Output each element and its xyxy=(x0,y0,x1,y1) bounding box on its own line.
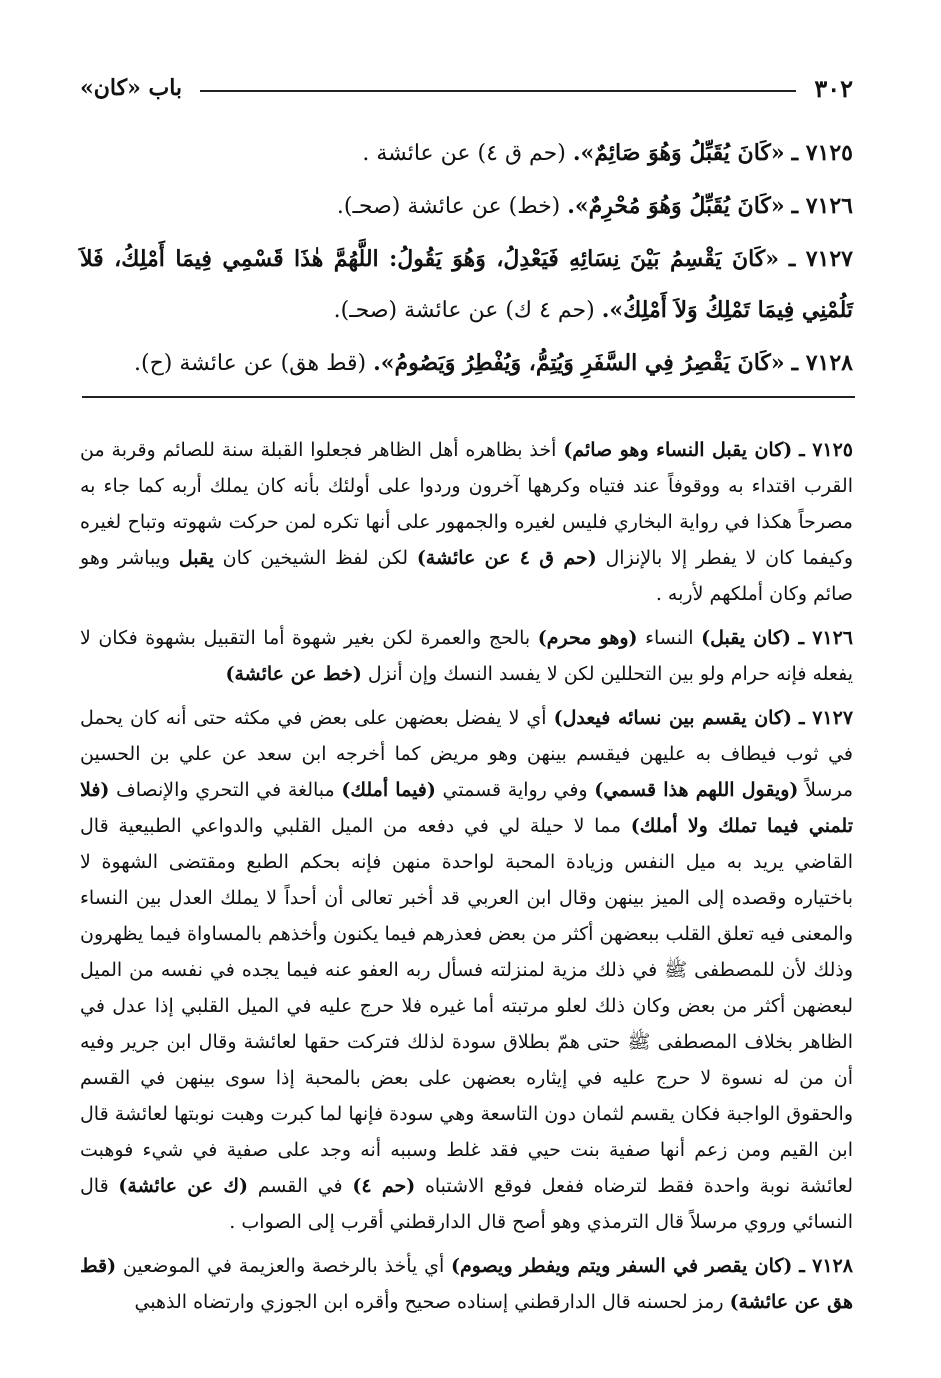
commentary-text: ويباشر وهو صائم وكان أملكهم لأربه . xyxy=(80,547,853,605)
hadith-source: (حم ق ٤) عن عائشة . xyxy=(362,141,566,166)
hadith-number: ٧١٢٧ ـ xyxy=(788,246,853,272)
commentary-lead: (كان يقبل) xyxy=(701,627,791,649)
hadith-source: (قط هق) عن عائشة (ح). xyxy=(134,351,367,376)
commentary-ref: (وهو محرم) xyxy=(537,627,638,649)
hadith-text: «كَانَ يَقْصِرُ فِي السَّفَرِ وَيُتِمُّ، وَيُفْطِرُ وَيَصُومُ». xyxy=(373,350,785,376)
commentary-number: ٧١٢٦ ـ xyxy=(798,627,854,649)
hadith-list xyxy=(80,128,853,391)
commentary-text: لكن لفظ الشيخين كان xyxy=(222,547,409,569)
commentary-paragraph xyxy=(80,620,853,692)
commentary-text: مما لا حيلة لي في دفعه من الميل القلبي والدواعي الطبيعية قال القاضي يريد به ميل النفس وزيادة المحبة لواحدة منهن فإنه بحكم الطبع ومقتضى الشهوة لا باختياره وقصده إلى الميز بينهن وقال ابن العربي قد أخبر تعالى أن أحداً لا يملك العدل بين النساء والمعنى فيه تعلق القلب ببعضهن أكثر من بعض فعذرهم فيما يكنون وأخذهم بالمساواة فيما يظهرون وذلك لأن للمصطفى ﷺ في ذلك مزية لمنزلته فسأل ربه العفو عنه فيما يجده في نفسه من الميل لبعضهن أكثر من بعض وكان ذلك لعلو مرتبته أما غيره فلا حرج عليه في الميل القلبي إذا عدل في الظاهر بخلاف المصطفى ﷺ حتى همّ بطلاق سودة لذلك فتركت حقها لعائشة وقال ابن جرير وفيه أن من له نسوة لا حرج عليه في إيثاره بعضهن على بعض بالمحبة إذا سوى بينهن في القسم والحقوق الواجبة فكان يقسم لثمان دون التاسعة وهي سودة فإنها لما كبرت وهبت نوبتها لعائشة قال ابن القيم ومن زعم أنها صفية بنت حيي فقد غلط وسببه أنه وجد على صفية في شيء فوهبت لعائشة نوبة واحدة فقط لترضاه ففعل فوقع الاشتباه xyxy=(80,815,853,1197)
hadith-source: (خط) عن عائشة (صحـ). xyxy=(336,194,561,219)
hadith-number: ٧١٢٨ ـ xyxy=(791,350,853,376)
hadith-text: «كَانَ يُقَبِّلُ وَهُوَ صَائِمٌ». xyxy=(572,140,785,166)
hadith-text: «كَانَ يُقَبِّلُ وَهُوَ مُحْرِمٌ». xyxy=(567,193,785,219)
commentary-text: أي لا يفضل بعضهن على بعض في مكثه حتى أنه كان يحمل في ثوب فيطاف به عليهن فيقسم بينهن وهو مريض كما أخرجه ابن سعد عن علي بن الحسين مرسلاً xyxy=(80,707,853,801)
commentary-text: أي يأخذ بالرخصة والعزيمة في الموضعين xyxy=(122,1255,445,1277)
header-rule xyxy=(200,90,796,92)
commentary-text: وفي رواية قسمتي xyxy=(442,779,588,801)
commentary-paragraph xyxy=(80,1248,853,1320)
chapter-title: باب «كان» xyxy=(80,75,183,101)
commentary-lead: (كان يقصر في السفر ويتم ويفطر ويصوم) xyxy=(451,1255,793,1277)
commentary-number: ٧١٢٧ ـ xyxy=(799,707,854,729)
commentary-number: ٧١٢٥ ـ xyxy=(799,439,854,461)
hadith-entry xyxy=(80,338,853,389)
footnote-divider xyxy=(82,396,855,398)
commentary-ref: (حم ٤) xyxy=(352,1175,416,1197)
commentary-ref: (فلا تلمني فيما تملك ولا أملك) xyxy=(80,779,853,837)
commentary-ref: (قط هق عن عائشة) xyxy=(80,1255,853,1313)
commentary-ref: (ك عن عائشة) xyxy=(118,1175,248,1197)
commentary-text: في القسم xyxy=(257,1175,343,1197)
commentary-text: مبالغة في التحري والإنصاف xyxy=(116,779,335,801)
hadith-text: «كَانَ يَقْسِمُ بَيْنَ نِسَائِهِ فَيَعْدِلُ، وَهُوَ يَقُولُ: اللَّهُمَّ هٰذَا قَسْمِي فِيمَا أَمْلِكُ، فَلاَ تَلُمْنِي فِيمَا تَمْلِكُ وَلاَ أَمْلِكُ». xyxy=(80,246,853,323)
commentary-ref: يقبل xyxy=(178,547,214,569)
page-number: ٣٠٢ xyxy=(814,73,853,103)
hadith-entry xyxy=(80,234,853,336)
commentary-ref: (حم ق ٤ عن عائشة) xyxy=(416,547,597,569)
commentary-text: قال النسائي وروي مرسلاً قال الترمذي وهو أصح قال الدارقطني أقرب إلى الصواب . xyxy=(80,1175,853,1233)
commentary-number: ٧١٢٨ ـ xyxy=(799,1255,853,1277)
commentary-paragraph xyxy=(80,432,853,612)
hadith-number: ٧١٢٦ ـ xyxy=(791,193,853,219)
commentary-ref: (ويقول اللهم هذا قسمي) xyxy=(594,779,799,801)
commentary-section xyxy=(80,432,853,1328)
hadith-number: ٧١٢٥ ـ xyxy=(791,140,853,166)
hadith-source: (حم ٤ ك) عن عائشة (صحـ). xyxy=(333,298,595,323)
commentary-ref: (فيما أملك) xyxy=(341,779,436,801)
hadith-entry xyxy=(80,128,853,179)
commentary-lead: (كان يقسم بين نسائه فيعدل) xyxy=(553,707,792,729)
running-header xyxy=(80,68,853,108)
commentary-text: بالحج والعمرة لكن بغير شهوة أما التقبيل بشهوة فكان لا يفعله فإنه حرام ولو بين التحللين لكن لا يفسد النسك وإن أنزل xyxy=(80,627,853,685)
commentary-text: النساء xyxy=(645,627,694,649)
commentary-ref: (خط عن عائشة) xyxy=(225,663,362,685)
commentary-text: رمز لحسنه قال الدارقطني إسناده صحيح وأقره ابن الجوزي وارتضاه الذهبي xyxy=(134,1291,724,1313)
commentary-paragraph xyxy=(80,700,853,1240)
commentary-text: أخذ بظاهره أهل الظاهر فجعلوا القبلة سنة للصائم وقربة من القرب اقتداء به ووقوفاً عند فتياه وكرهها آخرون وردوا على أولئك بأنه كان يملك أربه كما جاء به مصرحاً هكذا في رواية البخاري فليس لغيره والجمهور على أنها تكره لمن حركت شهوته وتباح لغيره وكيفما كان لا يفطر إلا بالإنزال xyxy=(80,439,853,569)
hadith-entry xyxy=(80,181,853,232)
commentary-lead: (كان يقبل النساء وهو صائم) xyxy=(563,439,793,461)
